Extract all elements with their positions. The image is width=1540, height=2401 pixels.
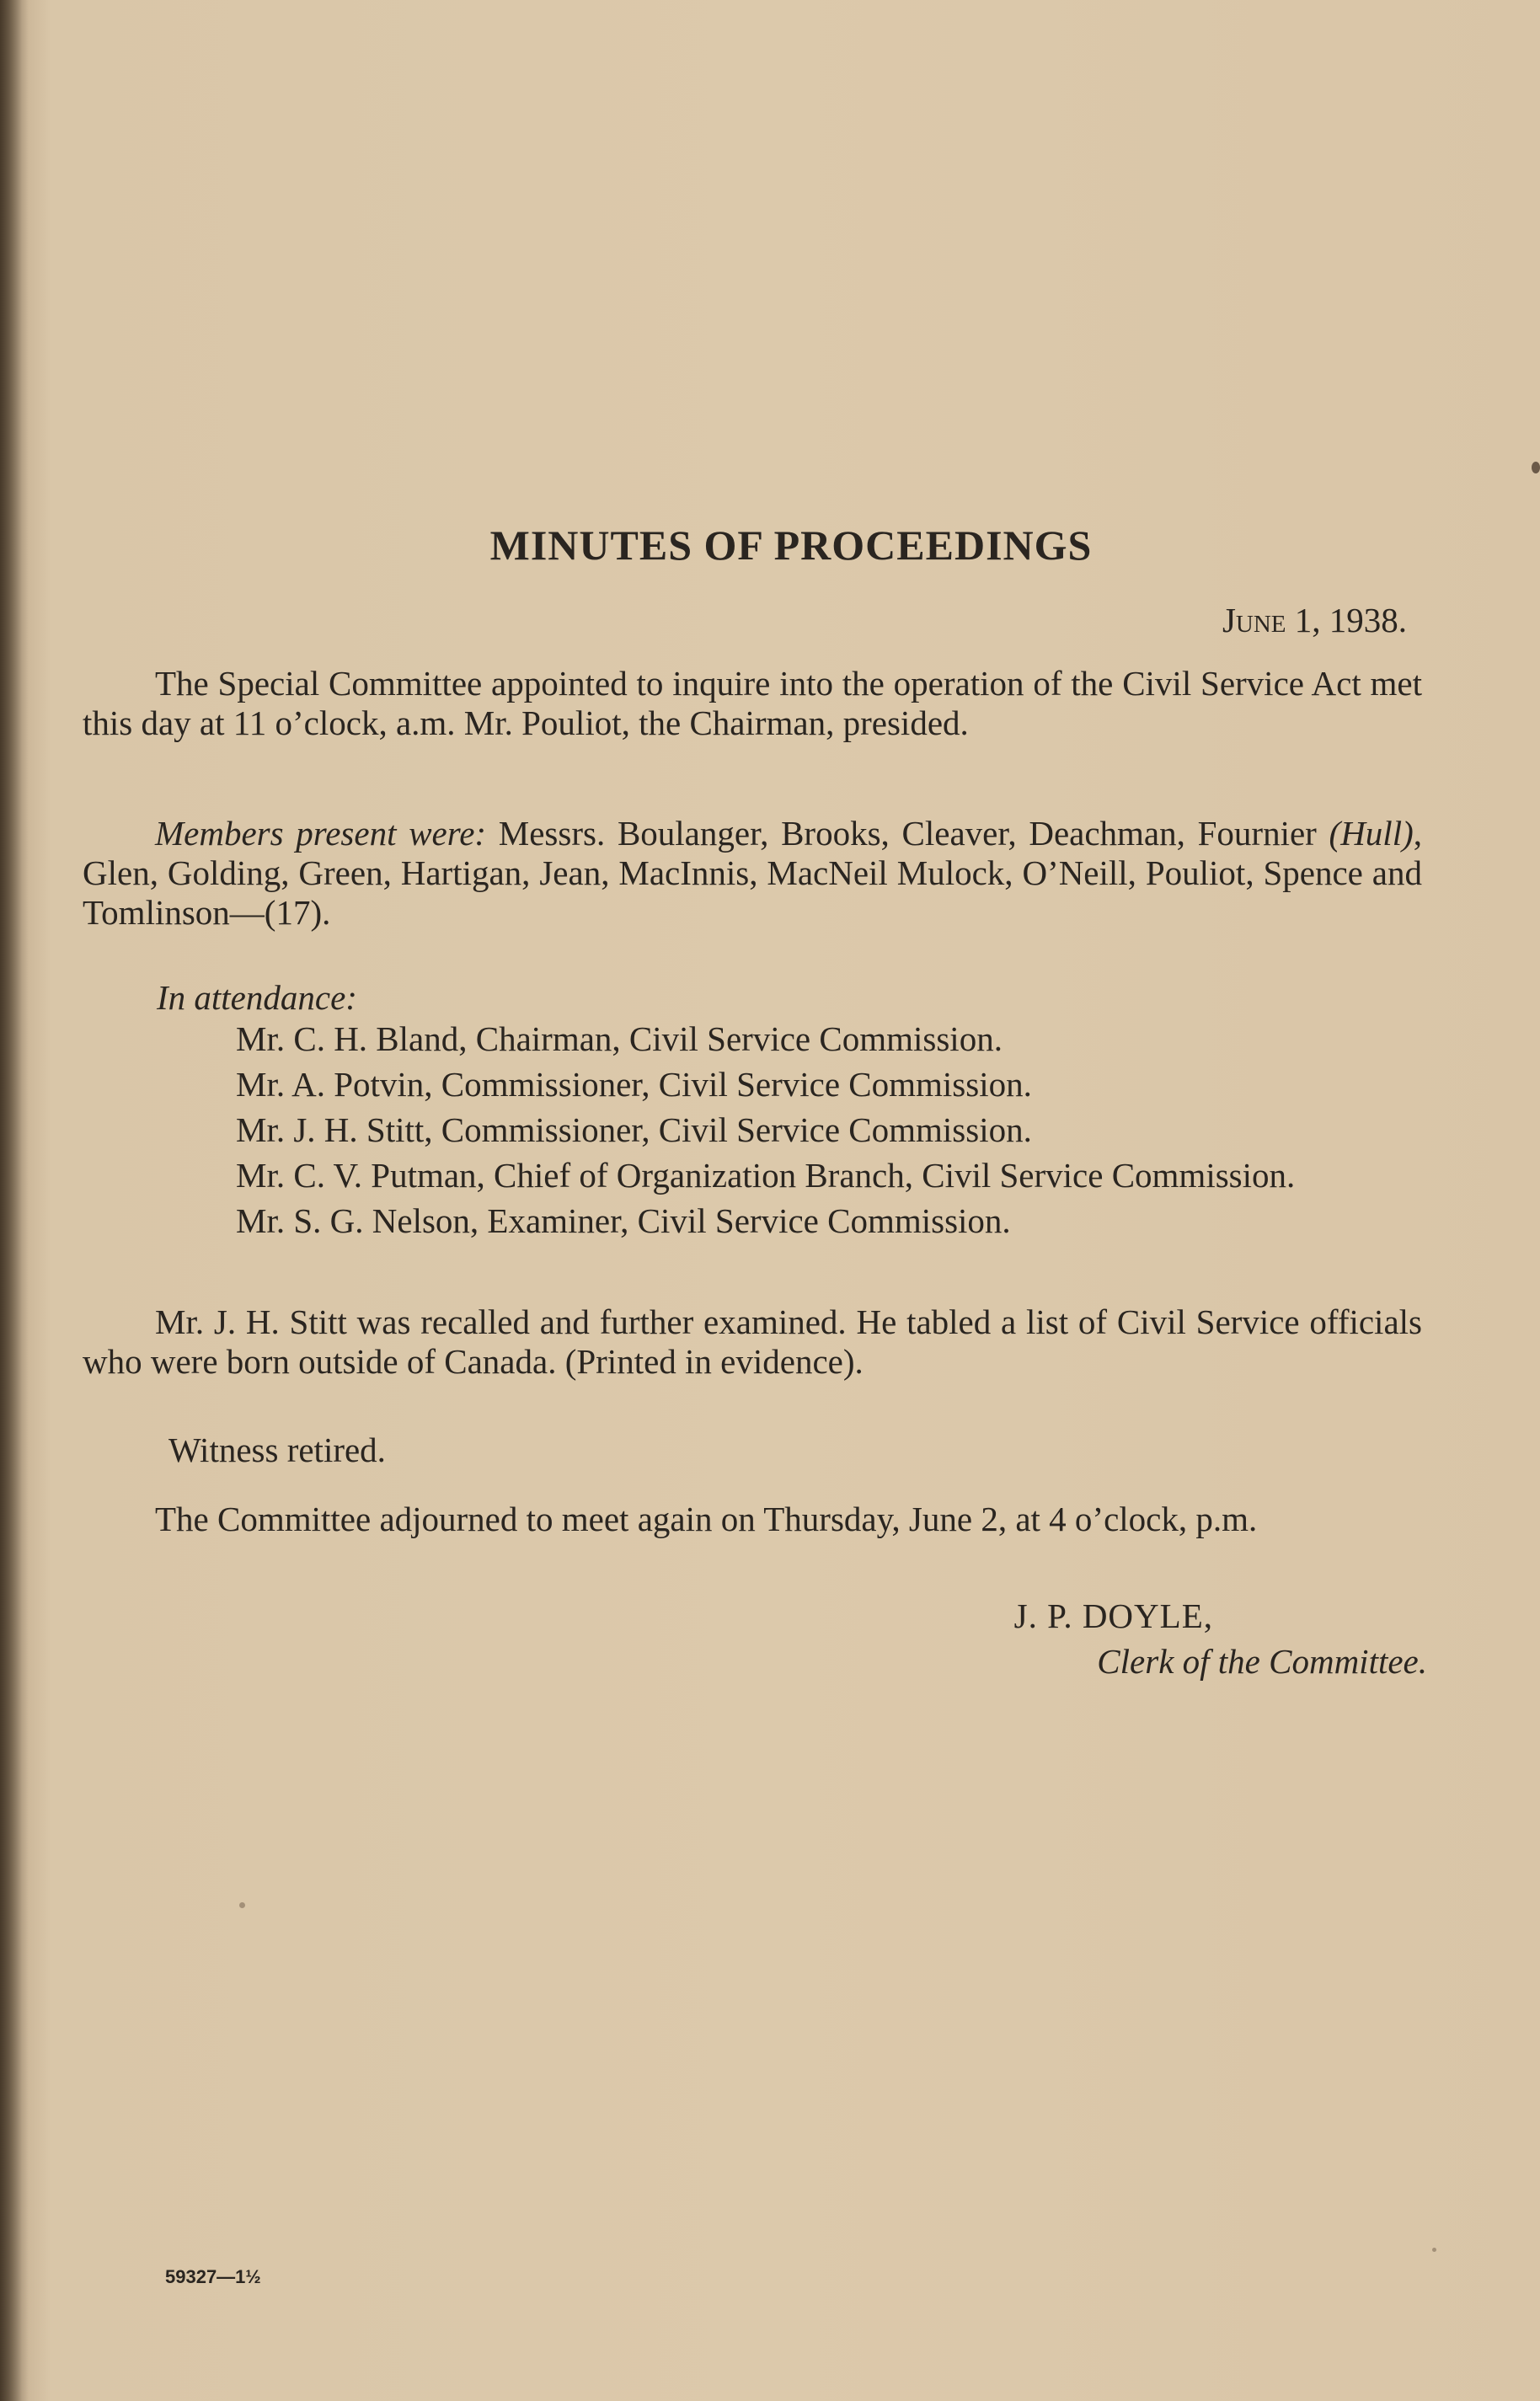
members-hull: (Hull) bbox=[1329, 814, 1414, 853]
members-present-label: Members present were: bbox=[155, 814, 487, 853]
date-month: June bbox=[1222, 601, 1286, 639]
attendance-item: Mr. C. V. Putman, Chief of Organization Branch, Civil Service Commission. bbox=[236, 1156, 1296, 1195]
binding-edge-shadow bbox=[0, 0, 29, 2401]
members-list-part1: Messrs. Boulanger, Brooks, Cleaver, Deachman, Fournier bbox=[486, 814, 1329, 853]
page-title: MINUTES OF PROCEEDINGS bbox=[489, 521, 1093, 569]
attendance-item: Mr. C. H. Bland, Chairman, Civil Service Commission. bbox=[236, 1019, 1003, 1058]
members-present-paragraph bbox=[83, 814, 1422, 933]
signature-name: J. P. DOYLE, bbox=[1013, 1596, 1213, 1635]
paper-speck bbox=[239, 1902, 245, 1908]
date-day-year: 1, 1938. bbox=[1286, 601, 1407, 639]
signature-title: Clerk of the Committee. bbox=[1097, 1642, 1427, 1681]
paper-speck bbox=[1532, 462, 1540, 473]
examination-paragraph bbox=[83, 1302, 1422, 1382]
attendance-item: Mr. S. G. Nelson, Examiner, Civil Service Commission. bbox=[236, 1201, 1011, 1240]
opening-paragraph bbox=[83, 664, 1422, 743]
attendance-item: Mr. A. Potvin, Commissioner, Civil Service Commission. bbox=[236, 1065, 1032, 1104]
footer-print-code: 59327—1½ bbox=[165, 2266, 261, 2287]
examination-paragraph-text: Mr. J. H. Stitt was recalled and further examined. He tabled a list of Civil Service officials who were born outside of Canada. (Printed in evidence). bbox=[83, 1302, 1422, 1381]
attendance-item: Mr. J. H. Stitt, Commissioner, Civil Service Commission. bbox=[236, 1110, 1032, 1149]
meeting-date bbox=[1222, 600, 1407, 640]
witness-retired: Witness retired. bbox=[168, 1430, 386, 1469]
adjournment-paragraph bbox=[83, 1500, 1422, 1539]
paper-speck bbox=[1432, 2248, 1436, 2252]
members-list-part2: , Glen, Golding, Green, Hartigan, Jean, MacInnis, MacNeil Mulock, O’Neill, Pouliot, Spence and Tomlinson—(17). bbox=[83, 814, 1422, 932]
opening-paragraph-text: The Special Committee appointed to inquire into the operation of the Civil Service Act met this day at 11 o’clock, a.m. Mr. Pouliot, the Chairman, presided. bbox=[83, 664, 1422, 742]
attendance-label: In attendance: bbox=[157, 978, 357, 1017]
attendance-list bbox=[236, 1019, 1424, 1247]
adjournment-paragraph-text: The Committee adjourned to meet again on Thursday, June 2, at 4 o’clock, p.m. bbox=[155, 1500, 1258, 1538]
